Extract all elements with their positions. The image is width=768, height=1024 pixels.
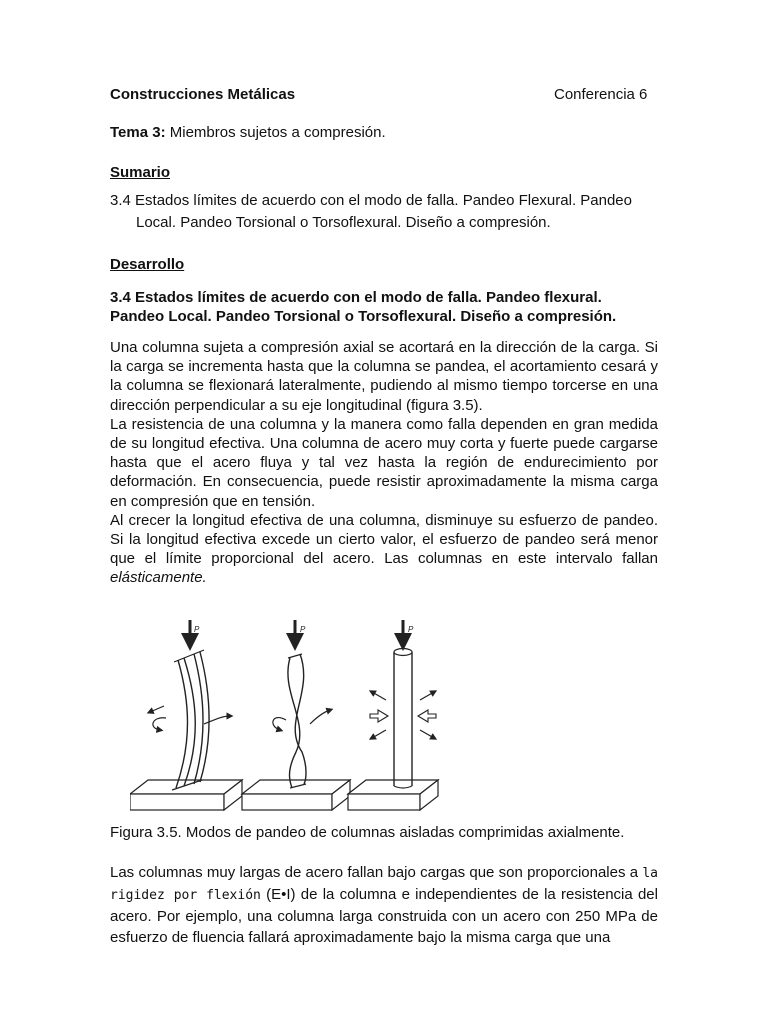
paragraph-1: Una columna sujeta a compresión axial se acortará en la dirección de la carga. Si la carga se incrementa hasta que la columna se pandea, el acortamiento cesará y la columna se flexionará lateralmente, pudiendo al mismo tiempo torcerse en una dirección perpendicular a su eje longitudinal (figura 3.5). [110,339,658,414]
base-plate-2 [242,780,350,810]
section-title-line1: 3.4 Estados límites de acuerdo con el modo de falla. Pandeo flexural. [110,289,602,306]
paragraph-3 [110,511,658,588]
topic-line [110,123,386,142]
load-label-1: P [194,625,200,634]
topic-text: Miembros sujetos a compresión. [165,124,386,141]
summary-item-line2: Local. Pandeo Torsional o Torsoflexural. Diseño a compresión. [136,214,551,231]
development-heading: Desarrollo [110,256,185,273]
figure-caption: Figura 3.5. Modos de pandeo de columnas aisladas comprimidas axialmente. [110,824,625,841]
load-label-2: P [300,625,306,634]
page-header [110,85,658,104]
flexural-buckling-column [150,620,230,790]
local-buckling-column [370,620,436,788]
paragraph-3-text: Al crecer la longitud efectiva de una columna, disminuye su esfuerzo de pandeo. Si la longitud efectiva excede un cierto valor, el esfuerzo de pandeo será menor que el límite proporcional del acero. Las columnas en este intervalo fallan [110,511,658,568]
paragraph-2: La resistencia de una columna y la manera como falla dependen en gran medida de su longitud efectiva. Una columna de acero muy corta y fuerte puede cargarse hasta que el acero fluya y tal vez hasta la región de endurecimiento por deformación. En consecuencia, puede resistir aproximadamente la misma carga en compresión que en tensión. [110,415,658,510]
topic-label: Tema 3: [110,124,166,141]
load-label-3: P [408,625,414,634]
base-plate-3 [348,780,438,810]
course-title: Construcciones Metálicas [110,86,296,103]
summary-item-line1: 3.4 Estados límites de acuerdo con el modo de falla. Pandeo Flexural. Pandeo [110,192,632,209]
paragraph-3-italic: elásticamente. [110,569,207,587]
final-paragraph [110,862,658,948]
document-page [110,0,658,1024]
final-text-1: Las columnas muy largas de acero fallan bajo cargas que son proporcionales a [110,864,643,881]
lecture-number: Conferencia 6 [554,86,648,103]
summary-item [110,190,658,234]
base-plate-1 [130,780,242,810]
body-text [110,338,658,588]
flexural-stiffness-term: la rigidez por flexión [110,866,658,903]
buckling-modes-figure [130,612,440,818]
section-title-line2: Pandeo Local. Pandeo Torsional o Torsoflexural. Diseño a compresión. [110,308,617,325]
torsional-buckling-column [273,620,330,788]
summary-heading: Sumario [110,164,171,181]
section-title [110,288,658,326]
final-text-2: (E•I) de la columna e independientes de la resistencia del acero. Por ejemplo, una columna larga construida con un acero con 250 MPa de esfuerzo de fluencia fallará aproximadamente bajo la misma carga que una [110,886,658,946]
